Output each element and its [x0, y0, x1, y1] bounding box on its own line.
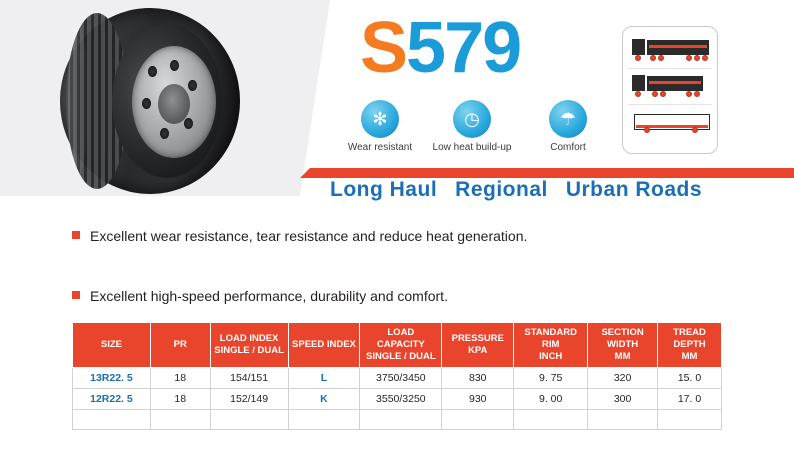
feature-label: Comfort — [550, 142, 586, 153]
cell-speed-index: L — [288, 367, 360, 388]
truck-stripe — [649, 81, 701, 84]
gauge-glyph: ◷ — [464, 109, 480, 129]
bullet-text: Excellent high-speed performance, durability and comfort. — [90, 288, 448, 304]
cell-tread-depth: 17. 0 — [658, 388, 722, 409]
cell-speed-index: K — [288, 388, 360, 409]
application-item: Long Haul — [330, 178, 438, 201]
cell-pressure: 930 — [442, 388, 514, 409]
bus-wheel — [644, 127, 650, 133]
feature-label: Low heat build-up — [432, 142, 512, 153]
truck-cab — [632, 39, 645, 55]
column-header-load-index: LOAD INDEX SINGLE / DUAL — [210, 323, 288, 368]
column-header-speed-index: SPEED INDEX — [288, 323, 360, 368]
truck-wheel — [694, 55, 700, 61]
feature-wear-resistant — [330, 100, 430, 153]
rim-bolt — [170, 60, 179, 71]
table-row — [73, 388, 722, 409]
bullet-square-icon — [72, 291, 80, 299]
column-header-standard-rim: STANDARD RIM INCH — [514, 323, 588, 368]
comfort-glyph: ☂ — [559, 109, 577, 129]
truck-wheel — [686, 55, 692, 61]
cell-standard-rim: 9. 00 — [514, 388, 588, 409]
feature-bullet-1 — [72, 228, 527, 244]
rim-bolt — [148, 66, 157, 77]
bullet-text: Excellent wear resistance, tear resistance and reduce heat generation. — [90, 228, 528, 244]
snowflake-icon — [361, 100, 399, 138]
rim-bolt — [188, 80, 197, 91]
table-row — [73, 409, 722, 429]
cell-pr: 18 — [150, 388, 210, 409]
truck-wheel — [658, 55, 664, 61]
cell-pr — [150, 409, 210, 429]
vehicle-truck-trailer-long — [628, 33, 712, 69]
vehicle-truck-trailer-short — [628, 69, 712, 105]
product-name — [360, 8, 521, 88]
gauge-icon — [453, 100, 491, 138]
cell-size — [73, 409, 151, 429]
column-header-pressure: PRESSURE KPA — [442, 323, 514, 368]
cell-load-index: 152/149 — [210, 388, 288, 409]
snowflake-glyph: ✻ — [372, 109, 388, 129]
cell-load-index: 154/151 — [210, 367, 288, 388]
cell-size: 13R22. 5 — [73, 367, 151, 388]
application-list — [330, 178, 720, 202]
truck-cab — [632, 75, 645, 91]
cell-pressure — [442, 409, 514, 429]
hero-section — [0, 0, 794, 212]
specification-table — [72, 322, 722, 430]
product-name-number: 579 — [406, 8, 521, 88]
column-header-pr: PR — [150, 323, 210, 368]
truck-stripe — [649, 45, 707, 48]
rim-bolt — [184, 118, 193, 129]
application-item: Regional — [455, 178, 548, 201]
vehicle-bus — [628, 105, 712, 141]
cell-load-capacity: 3750/3450 — [360, 367, 442, 388]
tire-image — [60, 8, 240, 194]
feature-low-heat — [422, 100, 522, 153]
column-header-size: SIZE — [73, 323, 151, 368]
bus-wheel — [692, 127, 698, 133]
truck-wheel — [635, 55, 641, 61]
cell-size: 12R22. 5 — [73, 388, 151, 409]
truck-wheel — [652, 91, 658, 97]
truck-wheel — [686, 91, 692, 97]
cell-load-capacity — [360, 409, 442, 429]
application-item: Urban Roads — [565, 178, 703, 201]
feature-icon-group — [330, 100, 630, 162]
cell-section-width: 320 — [588, 367, 658, 388]
rim-bolt — [160, 128, 169, 139]
cell-load-capacity: 3550/3250 — [360, 388, 442, 409]
product-name-prefix: S — [360, 8, 407, 88]
feature-bullet-2 — [72, 288, 448, 304]
truck-wheel — [694, 91, 700, 97]
cell-section-width — [588, 409, 658, 429]
cell-tread-depth — [658, 409, 722, 429]
comfort-icon — [549, 100, 587, 138]
cell-standard-rim — [514, 409, 588, 429]
vehicle-application-panel — [622, 26, 718, 154]
feature-label: Wear resistant — [347, 142, 413, 153]
truck-wheel — [650, 55, 656, 61]
cell-standard-rim: 9. 75 — [514, 367, 588, 388]
cell-tread-depth: 15. 0 — [658, 367, 722, 388]
rim-bolt — [142, 98, 151, 109]
feature-comfort — [518, 100, 618, 153]
cell-pressure: 830 — [442, 367, 514, 388]
truck-wheel — [702, 55, 708, 61]
cell-section-width: 300 — [588, 388, 658, 409]
column-header-section-width: SECTION WIDTH MM — [588, 323, 658, 368]
cell-pr: 18 — [150, 367, 210, 388]
column-header-load-capacity: LOAD CAPACITY SINGLE / DUAL — [360, 323, 442, 368]
cell-speed-index — [288, 409, 360, 429]
table-header-row — [73, 323, 722, 368]
truck-wheel — [635, 91, 641, 97]
truck-wheel — [660, 91, 666, 97]
bullet-square-icon — [72, 231, 80, 239]
column-header-tread-depth: TREAD DEPTH MM — [658, 323, 722, 368]
table-row — [73, 367, 722, 388]
cell-load-index — [210, 409, 288, 429]
